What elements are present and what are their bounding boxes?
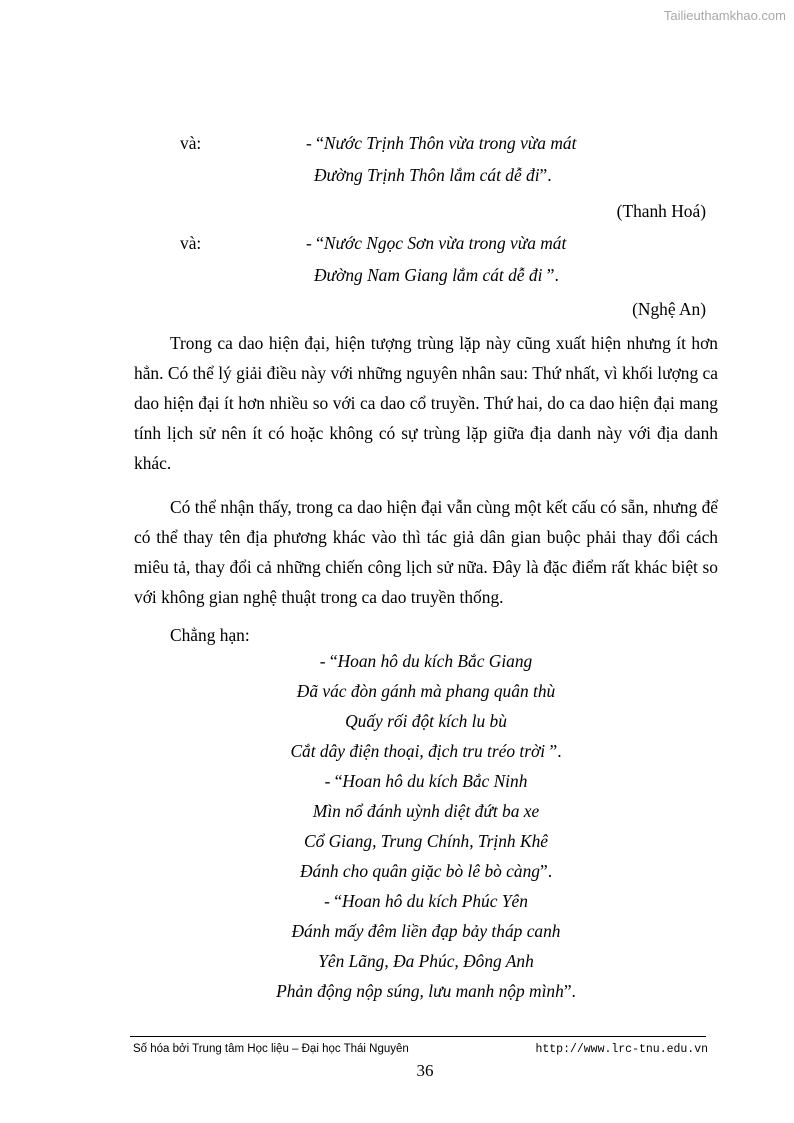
poem-close-mark: ”. bbox=[549, 741, 562, 761]
quote-lead: và: bbox=[180, 133, 202, 153]
footer-divider bbox=[130, 1036, 706, 1037]
poem-line bbox=[134, 676, 718, 706]
poem-line-text: Đánh cho quân giặc bò lê bò càng bbox=[299, 861, 540, 881]
poem-line-text: Hoan hô du kích Bắc Giang bbox=[337, 651, 533, 671]
poem-line-text: Yên Lãng, Đa Phúc, Đông Anh bbox=[318, 951, 534, 971]
poem-line-text: Quấy rối đột kích lu bù bbox=[345, 711, 507, 731]
poem-line bbox=[134, 916, 718, 946]
poem-line bbox=[134, 796, 718, 826]
quote-verse-text: Nước Ngọc Sơn vừa trong vừa mát bbox=[323, 233, 567, 253]
watermark-text: Tailieuthamkhao.com bbox=[663, 8, 786, 23]
quote-open-mark: - “ bbox=[306, 233, 324, 253]
quote-source: (Nghệ An) bbox=[632, 299, 706, 319]
quote-1-line-1 bbox=[134, 128, 718, 158]
poem-line bbox=[134, 886, 718, 916]
poem-line-text: Cắt dây điện thoại, địch tru tréo trời bbox=[290, 741, 550, 761]
paragraph-text: Chẳng hạn: bbox=[170, 625, 250, 645]
poem-close-mark: ”. bbox=[539, 861, 553, 881]
quote-verse-text: Đường Nam Giang lắm cát dễ đi bbox=[314, 265, 547, 285]
poem-open-mark: - “ bbox=[324, 771, 343, 791]
poem-line bbox=[134, 736, 718, 766]
quote-lead: và: bbox=[180, 233, 202, 253]
quote-verse-text: Đường Trịnh Thôn lắm cát dễ đi bbox=[314, 165, 540, 185]
footer-url-link[interactable]: http://www.lrc-tnu.edu.vn bbox=[535, 1043, 708, 1056]
poem-line-text: Mìn nổ đánh uỳnh diệt đứt ba xe bbox=[312, 801, 540, 821]
poem-line bbox=[134, 646, 718, 676]
poem-2 bbox=[134, 766, 718, 886]
poem-line bbox=[134, 826, 718, 856]
quote-1-line-2 bbox=[134, 160, 718, 190]
page-number: 36 bbox=[416, 1061, 434, 1080]
quote-1-source bbox=[134, 196, 718, 226]
poem-line-text: Cổ Giang, Trung Chính, Trịnh Khê bbox=[303, 831, 548, 851]
footer-credit: Số hóa bởi Trung tâm Học liệu – Đại học Thái Nguyên bbox=[133, 1043, 409, 1055]
poem-line-text: Phản động nộp súng, lưu manh nộp mình bbox=[276, 981, 564, 1001]
quote-2-line-1 bbox=[134, 228, 718, 258]
poem-1 bbox=[134, 646, 718, 766]
paragraph-1 bbox=[134, 328, 718, 478]
poem-line bbox=[134, 856, 718, 886]
poem-line-text: Hoan hô du kích Phúc Yên bbox=[341, 891, 528, 911]
poem-line bbox=[134, 766, 718, 796]
poem-line bbox=[134, 976, 718, 1006]
quote-verse bbox=[306, 128, 576, 158]
poem-3 bbox=[134, 886, 718, 1006]
paragraph-2 bbox=[134, 492, 718, 612]
quote-verse bbox=[314, 260, 559, 290]
poem-open-mark: - “ bbox=[319, 651, 338, 671]
quote-2-source bbox=[134, 294, 718, 324]
poem-line-text: Hoan hô du kích Bắc Ninh bbox=[342, 771, 528, 791]
quote-source: (Thanh Hoá) bbox=[616, 201, 706, 221]
quote-2-line-2 bbox=[134, 260, 718, 290]
quote-verse-text: Nước Trịnh Thôn vừa trong vừa mát bbox=[323, 133, 577, 153]
quote-close-mark: ”. bbox=[546, 265, 559, 285]
poem-line-text: Đánh mấy đêm liền đạp bảy tháp canh bbox=[291, 921, 561, 941]
quote-open-mark: - “ bbox=[306, 133, 324, 153]
poem-line-text: Đã vác đòn gánh mà phang quân thù bbox=[296, 681, 556, 701]
poem-open-mark: - “ bbox=[324, 891, 342, 911]
quote-verse bbox=[306, 228, 566, 258]
poem-close-mark: ”. bbox=[563, 981, 576, 1001]
paragraph-text: Có thể nhận thấy, trong ca dao hiện đại vẫn cùng một kết cấu có sẵn, nhưng để có thể thay tên địa phương khác vào thì tác giả dân gian buộc phải thay đổi cách miêu tả, thay đổi cả những chiến công lịch sử nữa. Đây là đặc điểm rất khác biệt so với không gian nghệ thuật trong ca dao truyền thống. bbox=[134, 497, 718, 607]
poem-line bbox=[134, 706, 718, 736]
paragraph-text: Trong ca dao hiện đại, hiện tượng trùng lặp này cũng xuất hiện nhưng ít hơn hẳn. Có thể lý giải điều này với những nguyên nhân sau: Thứ nhất, vì khối lượng ca dao hiện đại ít hơn nhiều so với ca dao cổ truyền. Thứ hai, do ca dao hiện đại mang tính lịch sử nên ít có hoặc không có sự trùng lặp giữa địa danh này với địa danh khác. bbox=[134, 333, 718, 473]
quote-verse bbox=[314, 160, 552, 190]
poem-line bbox=[134, 946, 718, 976]
quote-close-mark: ”. bbox=[539, 165, 552, 185]
